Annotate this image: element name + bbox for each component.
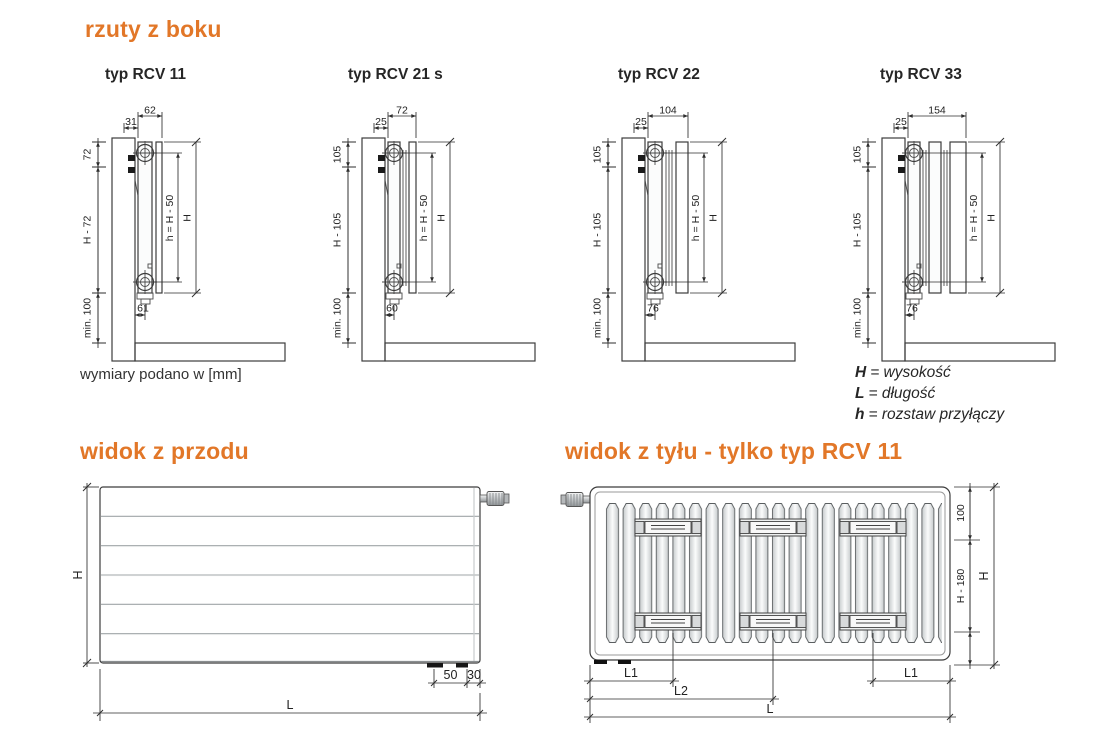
dim-pipe-spacing-label: h = H - 50 [690,194,702,242]
type-title-rcv11: typ RCV 11 [105,66,186,83]
dim-pipe-spacing-label: h = H - 50 [968,194,980,242]
dim-bottom-conn-label: 76 [906,302,918,315]
legend-definition: = wysokość [870,364,951,381]
dim-l1-right-label: L1 [904,666,918,680]
legend-definition: = długość [868,385,936,402]
dim-height-label: H [707,214,720,222]
dim-top-bracket-label: 100 [955,504,967,522]
units-note: wymiary podano w [mm] [80,366,242,383]
dim-height-label: H [985,214,998,222]
dim-wall-gap-label: 31 [125,116,137,128]
foot-left [427,663,443,668]
dim-depth-label: 72 [396,104,408,117]
legend [855,362,1004,425]
dim-bottom-conn-label: 61 [137,302,149,315]
radiator-side-rcv11 [128,141,162,304]
dimensions [852,105,1006,349]
foot-right [456,663,468,668]
dim-floor-clearance-label: min. 100 [81,297,94,339]
bottom-connection [643,270,667,294]
legend-definition: = rozstaw przyłączy [868,406,1005,423]
dim-height-label: H [977,571,991,581]
dim-top-offset-label: 105 [591,145,604,164]
bottom-connection [133,270,157,294]
dim-foot-edge-label: 30 [467,668,481,682]
dim-pipe-spacing-label: h = H - 50 [418,194,430,242]
dim-floor-clearance-label: min. 100 [591,297,604,339]
dim-top-offset-label: 105 [851,145,864,164]
section-title-front-view: widok z przodu [80,438,249,464]
dim-l1-left-label: L1 [624,666,638,680]
type-title-rcv33: typ RCV 33 [880,66,962,83]
dim-height-label: H [71,570,85,580]
dim-wall-height-label: H - 72 [81,215,94,245]
front-view-diagram [71,475,545,751]
dim-foot-offset-label: 50 [443,668,458,682]
dim-bottom-conn-label: 60 [386,302,398,315]
radiator-side-rcv33 [898,141,966,304]
dim-floor-clearance-label: min. 100 [851,297,864,339]
side-view-diagram-rcv22 [590,104,830,366]
top-connection [133,141,157,165]
section-title-side-views: rzuty z boku [85,16,222,42]
radiator-back-panel [590,487,950,664]
dim-wall-gap-label: 25 [375,116,387,128]
dim-wall-height-label: H - 105 [591,212,604,248]
foot-right [618,660,631,664]
dim-depth-label: 104 [659,104,677,117]
dim-wall-gap-label: 25 [895,116,907,128]
dim-height-label: H [435,214,448,222]
dimensions [71,483,487,721]
top-connection [643,141,667,165]
radiator-front-panel [100,487,480,668]
dim-wall-height-label: H - 105 [851,212,864,248]
type-title-rcv22: typ RCV 22 [618,66,700,83]
dim-wall-gap-label: 25 [635,116,647,128]
side-view-diagram-rcv33 [850,104,1090,366]
dim-pipe-spacing-label: h = H - 50 [164,194,176,242]
valve-icon [561,493,590,507]
dim-length-label: L [286,698,294,712]
dim-floor-clearance-label: min. 100 [331,297,344,339]
legend-item-l [855,383,1004,404]
dim-depth-label: 62 [144,104,156,117]
valve-icon [480,492,509,506]
legend-symbol: H [855,364,867,381]
dim-depth-label: 154 [928,104,946,117]
side-view-diagram-rcv21s [330,104,570,366]
side-view-diagram-rcv11 [80,104,320,366]
dim-bracket-span-label: H - 180 [955,568,967,604]
dim-wall-height-label: H - 105 [331,212,344,248]
legend-item-hs [855,404,1004,425]
type-title-rcv21s: typ RCV 21 s [348,66,443,83]
dim-height-label: H [181,214,194,222]
dim-top-offset-label: 105 [331,145,344,164]
dim-bottom-conn-label: 76 [647,302,659,315]
dim-top-offset-label: 72 [81,148,94,161]
radiator-side-rcv21s [378,141,416,304]
legend-symbol: h [855,406,865,423]
dim-length-label: L [766,702,774,716]
dim-l2-label: L2 [674,684,688,698]
back-view-diagram [550,475,1094,751]
section-title-back-view: widok z tyłu - tylko typ RCV 11 [565,438,903,464]
foot-left [594,660,607,664]
legend-symbol: L [855,385,865,402]
legend-item-h [855,362,1004,383]
